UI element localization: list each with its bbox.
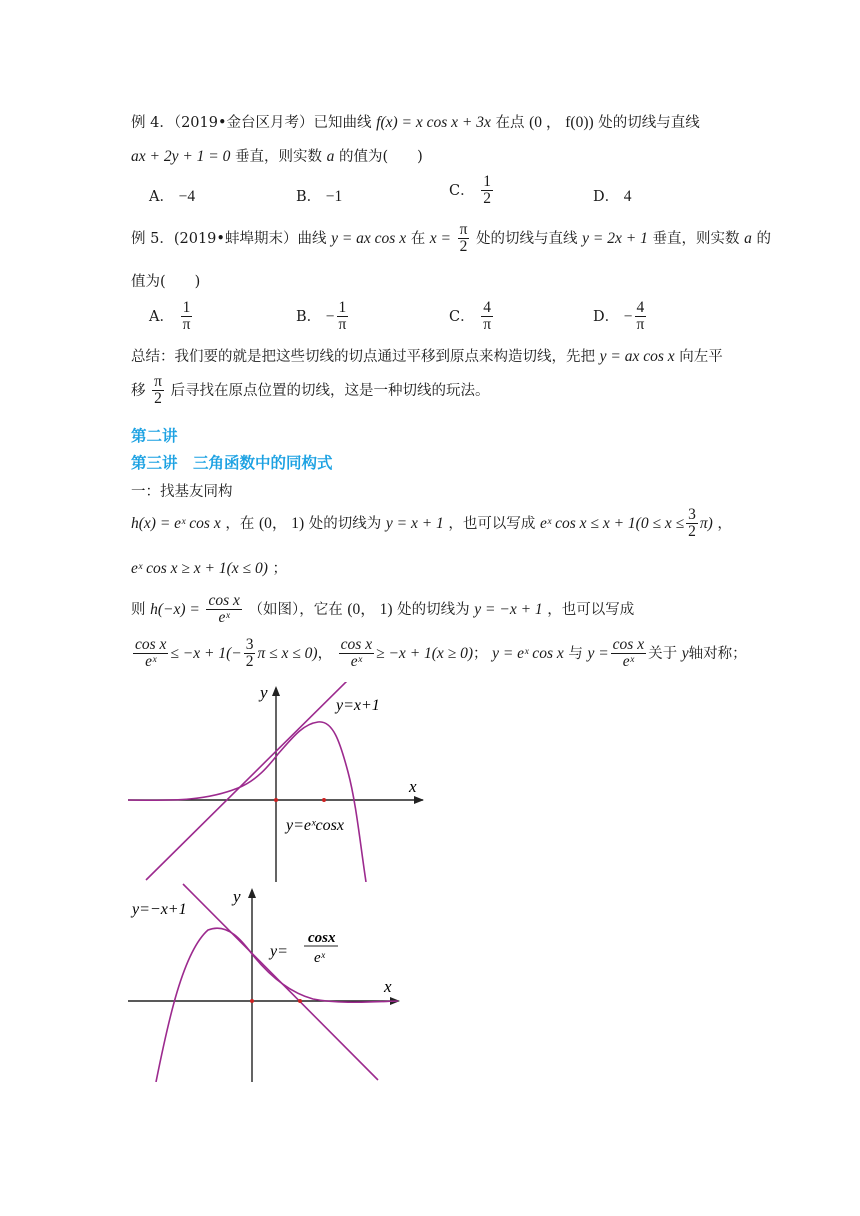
fraction — [611, 637, 646, 671]
option-fraction — [481, 174, 493, 208]
figure-2-graph — [128, 882, 403, 1082]
summary-line1 — [131, 345, 723, 366]
ex4-option-d — [593, 185, 632, 206]
option-label: B． — [296, 189, 322, 205]
paragraph-1 — [131, 507, 732, 541]
ex5-x-eq: x = — [429, 229, 452, 247]
ex5-line1 — [131, 222, 771, 256]
ex5-line-equation: y = 2x + 1 — [582, 229, 648, 247]
fraction-numerator: cos x — [340, 636, 373, 653]
x-axis-label: x — [409, 777, 417, 796]
ex4-tail: 的值为( ) — [338, 149, 423, 165]
fraction-denominator: eˣ — [218, 609, 230, 627]
fraction-numerator: cos x — [208, 592, 240, 609]
text: 处的切线为 — [308, 515, 382, 532]
inequality: ≥ −x + 1(x ≥ 0) — [376, 644, 473, 662]
ex4-line2 — [131, 145, 423, 166]
ex4-option-a — [149, 185, 195, 206]
curve-label: y= — [270, 943, 288, 960]
ex5-function: y = ax cos x — [331, 229, 407, 247]
fraction-numerator: cos x — [135, 636, 167, 653]
ex4-option-b — [296, 185, 342, 206]
ex5-option-c — [449, 300, 495, 334]
option-label: D． — [593, 308, 620, 325]
summary-fraction — [152, 374, 164, 408]
curve-label: y=eˣcosx — [286, 817, 344, 834]
fraction-denominator: 2 — [459, 238, 468, 256]
ex4-point: (0 ， f(0)) — [529, 114, 594, 131]
option-fraction — [481, 300, 493, 334]
text: ， — [717, 515, 732, 532]
text: 轴对称； — [688, 645, 747, 662]
fraction-denominator: 2 — [245, 653, 254, 671]
option-sign: − — [623, 307, 633, 325]
tangent-label: y=x+1 — [336, 697, 380, 714]
point: (0， 1) — [258, 514, 305, 532]
fraction — [339, 637, 374, 671]
summary-text-end: 向左平 — [679, 349, 723, 365]
inequality-end: π ≤ x ≤ 0) — [257, 644, 318, 662]
ex4-mid: 在点 — [495, 115, 525, 131]
ex5-suffix: 处的切线与直线 — [476, 230, 578, 247]
text: 处的切线为 — [397, 601, 470, 618]
y-axis-arrow — [248, 888, 256, 898]
ex5-line2 — [131, 270, 200, 291]
text: 则 — [131, 601, 146, 618]
fraction-denominator: π — [338, 316, 347, 334]
text: ，也可以写成 — [547, 601, 635, 618]
expression: y = — [587, 644, 609, 662]
option-value: 4 — [623, 188, 632, 205]
option-label: C． — [449, 182, 475, 199]
y-axis-label: y — [233, 887, 241, 906]
ex5-option-a — [149, 300, 194, 334]
fraction-denominator: eˣ — [145, 653, 157, 671]
separator: ， — [317, 645, 333, 662]
option-fraction — [635, 300, 647, 334]
option-sign: − — [325, 307, 335, 325]
y-axis-arrow — [272, 686, 280, 696]
fraction-denominator: eˣ — [350, 653, 363, 671]
text: ，在 — [225, 515, 255, 532]
fraction-denominator: π — [636, 316, 645, 334]
separator: ； — [472, 645, 488, 662]
inequality: eˣ cos x ≤ x + 1(0 ≤ x ≤ — [540, 514, 685, 532]
tangent-line — [146, 682, 348, 880]
summary-expression: y = ax cos x — [599, 348, 675, 365]
option-label: B． — [296, 308, 322, 325]
fraction-numerator: 4 — [635, 300, 647, 317]
paragraph-4 — [131, 637, 747, 671]
inequality: ≤ −x + 1(− — [170, 644, 242, 662]
option-label: A． — [149, 308, 174, 325]
section-title: 一：找基友同构 — [131, 484, 233, 500]
option-fraction — [181, 300, 193, 334]
y-axis-label: y — [260, 683, 268, 702]
option-label: D． — [593, 189, 620, 205]
option-label: A． — [149, 189, 174, 205]
text: ，也可以写成 — [448, 515, 536, 532]
option-value: −1 — [325, 188, 343, 205]
fraction-denominator: 2 — [688, 523, 696, 541]
summary-text: 总结：我们要的就是把这些切线的切点通过平移到原点来构造切线，先把 — [131, 349, 595, 365]
expression: y = eˣ cos x — [492, 644, 564, 662]
heading-lecture-2: 第二讲 — [131, 427, 178, 445]
tangent-equation: y = x + 1 — [385, 514, 444, 532]
text: ； — [272, 561, 287, 577]
tangent-label: y=−x+1 — [132, 901, 187, 918]
inequality-end: π) — [699, 514, 713, 532]
root-point — [298, 999, 302, 1003]
ex4-prefix: 例 4．（2019•金台区月考）已知曲线 — [131, 115, 372, 131]
option-label: C． — [449, 308, 475, 325]
x-axis-arrow — [414, 796, 424, 804]
ex5-fraction — [458, 222, 470, 256]
inequality-fraction — [686, 507, 698, 541]
fraction-numerator: π — [154, 373, 162, 390]
figure-1-graph — [128, 682, 428, 882]
text: （如图），它在 — [248, 601, 343, 618]
fraction-denominator: π — [483, 316, 492, 334]
fraction-numerator: 1 — [483, 173, 491, 190]
origin-point — [274, 798, 278, 802]
ex4-suffix: 处的切线与直线 — [598, 115, 700, 131]
fraction-numerator: 1 — [181, 300, 193, 317]
ex5-option-b — [296, 300, 350, 334]
root-point — [322, 798, 326, 802]
summary-text: 移 — [131, 382, 146, 399]
fraction-numerator: 1 — [337, 300, 349, 317]
h-neg-definition: h(−x) = — [150, 600, 200, 618]
ex4-function: f(x) = x cos x + 3x — [376, 114, 491, 131]
paragraph-2 — [131, 557, 287, 578]
tangent-equation: y = −x + 1 — [474, 600, 543, 618]
x-axis-label: x — [384, 977, 392, 996]
ex4-option-c — [449, 174, 495, 208]
fraction-denominator: 2 — [154, 390, 162, 408]
ex5-tail: 的 — [756, 230, 771, 247]
curve — [128, 722, 366, 882]
fraction — [244, 637, 256, 671]
fraction — [133, 637, 168, 671]
axis-name: y — [681, 644, 689, 662]
fraction-numerator: cos x — [612, 636, 645, 653]
h-neg-fraction — [206, 593, 241, 627]
curve-label-numerator: cosx — [308, 930, 336, 946]
fraction-numerator: 4 — [481, 300, 493, 317]
fraction-numerator: 3 — [245, 636, 254, 653]
fraction-numerator: π — [459, 221, 468, 238]
ex5-line2-text: 值为( ) — [131, 274, 201, 290]
ex5-prefix: 例 5．(2019•蚌埠期末）曲线 — [131, 230, 327, 247]
ex4-line1 — [131, 110, 700, 132]
fraction-denominator: π — [182, 316, 191, 334]
ex5-option-d — [593, 300, 648, 334]
fraction-denominator: eˣ — [622, 653, 635, 671]
ex5-variable: a — [744, 229, 752, 247]
option-fraction — [337, 300, 349, 334]
summary-text-tail: 后寻找在原点位置的切线，这是一种切线的玩法。 — [170, 382, 490, 399]
h-definition: h(x) = eˣ cos x — [131, 514, 221, 532]
point: (0， 1) — [347, 600, 393, 618]
ex5-suffix2: 垂直，则实数 — [652, 230, 740, 247]
curve-label-denominator: eˣ — [314, 950, 325, 966]
text: 与 — [568, 645, 583, 662]
ex5-mid: 在 — [410, 230, 426, 247]
fraction-denominator: 2 — [483, 190, 491, 208]
option-value: −4 — [178, 188, 196, 205]
ex4-variable: a — [326, 148, 335, 165]
heading-lecture-3: 第三讲 三角函数中的同构式 — [131, 454, 333, 472]
fraction-numerator: 3 — [688, 506, 696, 523]
origin-point — [250, 999, 254, 1003]
ex4-line2-text: 垂直，则实数 — [235, 149, 322, 165]
summary-line2 — [131, 374, 490, 408]
ex4-line-equation: ax + 2y + 1 = 0 — [131, 148, 231, 165]
paragraph-3 — [131, 593, 634, 627]
inequality: eˣ cos x ≥ x + 1(x ≤ 0) — [131, 560, 268, 577]
text: 关于 — [648, 645, 678, 662]
